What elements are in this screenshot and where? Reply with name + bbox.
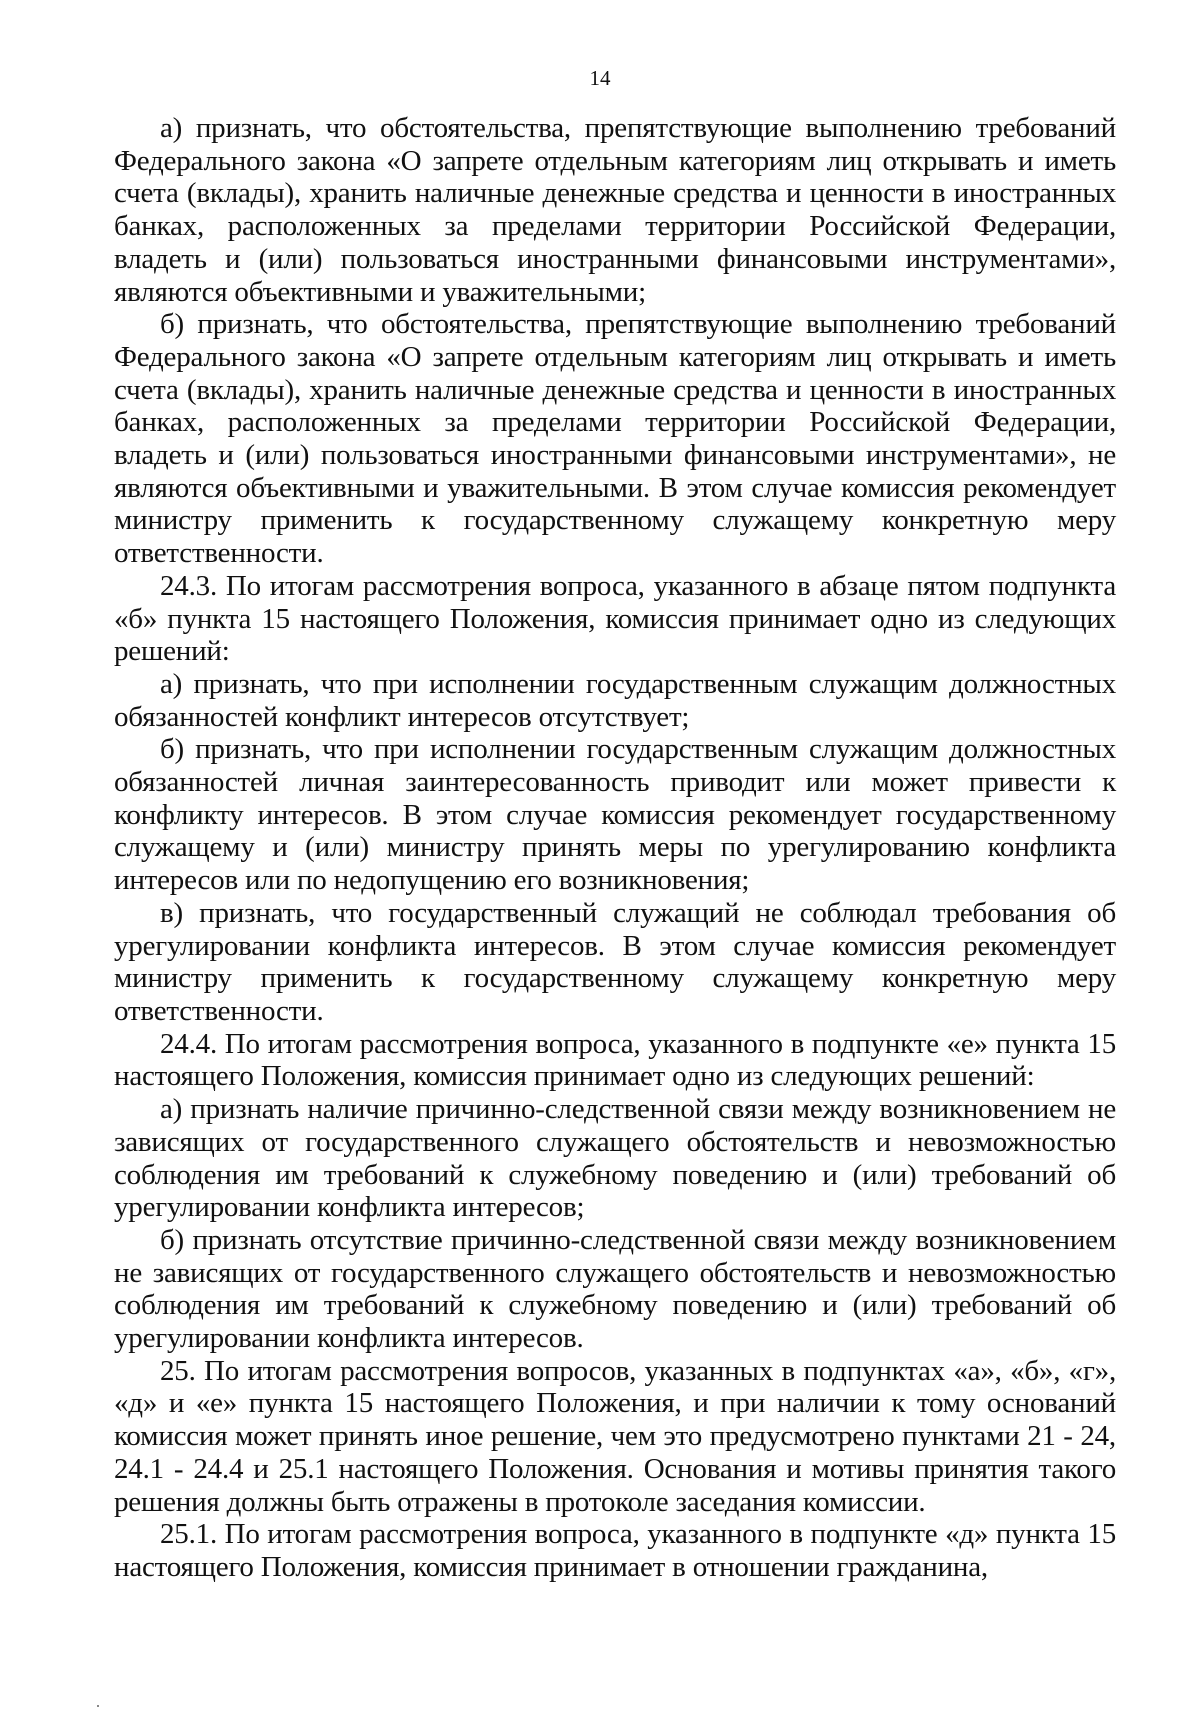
paragraph-a-objective: а) признать, что обстоятельства, препятствующие выполнению требований Федерального закона «О запрете отдельным категориям лиц открывать и иметь счета (вклады), хранить наличные денежные средства и ценности в иностранных банках, расположенных за пределами территории Российской Федерации, владеть и (или) пользоваться иностранными финансовыми инструментами», являются объективными и уважительными; (114, 112, 1116, 308)
paragraph-24-3-v: в) признать, что государственный служащий не соблюдал требования об урегулировании конфликта интересов. В этом случае комиссия рекомендует министру применить к государственному служащему конкретную меру ответственности. (114, 896, 1116, 1027)
paragraph-24-3-b: б) признать, что при исполнении государственным служащим должностных обязанностей личная заинтересованность приводит или может привести к конфликту интересов. В этом случае комиссия рекомендует государственному служащему и (или) министру принять меры по урегулированию конфликта интересов или по недопущению его возникновения; (114, 733, 1116, 897)
paragraph-24-4-a: а) признать наличие причинно-следственной связи между возникновением не зависящих от государственного служащего обстоятельств и невозможностью соблюдения им требований к служебному поведению и (или) требований об урегулировании конфликта интересов; (114, 1093, 1116, 1224)
document-body (114, 112, 1116, 1584)
paragraph-24-3-a: а) признать, что при исполнении государственным служащим должностных обязанностей конфликт интересов отсутствует; (114, 667, 1116, 733)
paragraph-25-1: 25.1. По итогам рассмотрения вопроса, указанного в подпункте «д» пункта 15 настоящего Положения, комиссия принимает в отношении гражданина, (114, 1518, 1116, 1583)
paragraph-24-4-b: б) признать отсутствие причинно-следственной связи между возникновением не зависящих от государственного служащего обстоятельств и невозможностью соблюдения им требований к служебному поведению и (или) требований об урегулировании конфликта интересов. (114, 1223, 1116, 1355)
page-number: 14 (589, 66, 611, 90)
paragraph-24-4: 24.4. По итогам рассмотрения вопроса, указанного в подпункте «е» пункта 15 настоящего Положения, комиссия принимает одно из следующих решений: (114, 1027, 1116, 1093)
paragraph-b-not-objective: б) признать, что обстоятельства, препятствующие выполнению требований Федерального закона «О запрете отдельным категориям лиц открывать и иметь счета (вклады), хранить наличные денежные средства и ценности в иностранных банках, расположенных за пределами территории Российской Федерации, владеть и (или) пользоваться иностранными финансовыми инструментами», не являются объективными и уважительными. В этом случае комиссия рекомендует министру применить к государственному служащему конкретную меру ответственности. (114, 308, 1116, 570)
scan-artifact-dot (97, 1705, 99, 1707)
paragraph-24-3: 24.3. По итогам рассмотрения вопроса, указанного в абзаце пятом подпункта «б» пункта 15 настоящего Положения, комиссия принимает одно из следующих решений: (114, 569, 1116, 668)
paragraph-25: 25. По итогам рассмотрения вопросов, указанных в подпунктах «а», «б», «г», «д» и «е» пункта 15 настоящего Положения, и при наличии к тому оснований комиссия может принять иное решение, чем это предусмотрено пунктами 21 - 24, 24.1 - 24.4 и 25.1 настоящего Положения. Основания и мотивы принятия такого решения должны быть отражены в протоколе заседания комиссии. (114, 1354, 1116, 1518)
